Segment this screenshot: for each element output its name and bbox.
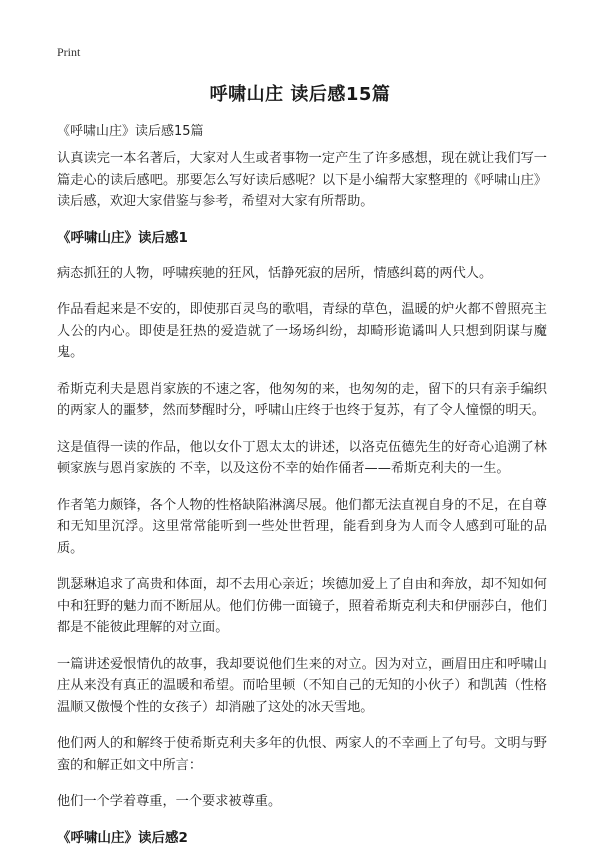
paragraph: 作品看起来是不安的，即使那百灵鸟的歌唱，青绿的草色，温暖的炉火都不曾照亮主人公的内心。即使是狂热的爱造就了一场场纠纷，却畸形诡谲叫人只想到阴谋与魔鬼。 xyxy=(57,302,547,360)
article-subtitle: 《呼啸山庄》读后感15篇 xyxy=(57,124,204,139)
section-heading-2: 《呼啸山庄》读后感2 xyxy=(57,829,188,846)
article-body xyxy=(57,148,547,863)
paragraph: 这是值得一读的作品，他以女仆丁恩太太的讲述，以洛克伍德先生的好奇心追溯了林顿家族与恩肖家族的 不幸，以及这份不幸的始作俑者——希斯克利夫的一生。 xyxy=(57,439,547,476)
section-heading-1: 《呼啸山庄》读后感1 xyxy=(57,229,188,246)
paragraph: 他们两人的和解终于使希斯克利夫多年的仇恨、两家人的不幸画上了句号。文明与野蛮的和解正如文中所言： xyxy=(57,736,547,773)
paragraph: 病态抓狂的人物，呼啸疾驰的狂风，恬静死寂的居所，情感纠葛的两代人。 xyxy=(57,265,493,281)
intro-paragraph: 认真读完一本名著后，大家对人生或者事物一定产生了许多感想，现在就让我们写一篇走心的读后感吧。那要怎么写好读后感呢？以下是小编帮大家整理的《呼啸山庄》读后感，欢迎大家借鉴与参考，希望对大家有所帮助。 xyxy=(57,151,547,209)
paragraph: 作者笔力颇锋，各个人物的性格缺陷淋漓尽展。他们都无法直视自身的不足，在自尊和无知里沉浮。这里常常能听到一些处世哲理，能看到身为人而令人感到可耻的品质。 xyxy=(57,497,547,556)
paragraph: 他们一个学着尊重，一个要求被尊重。 xyxy=(57,794,282,809)
page-title: 呼啸山庄 读后感15篇 xyxy=(209,84,391,105)
print-link[interactable]: Print xyxy=(57,45,81,59)
paragraph: 一篇讲述爱恨情仇的故事，我却要说他们生来的对立。因为对立，画眉田庄和呼啸山庄从来没有真正的温暖和希望。而哈里顿（不知自己的无知的小伙子）和凯茜（性格温顺又傲慢个性的女孩子）却消融了这处的冰天雪地。 xyxy=(57,656,547,715)
paragraph: 希斯克利夫是恩肖家族的不速之客，他匆匆的来，也匆匆的走，留下的只有亲手编织的两家人的噩梦，然而梦醒时分，呼啸山庄终于也终于复苏，有了令人憧憬的明天。 xyxy=(57,381,547,418)
paragraph: 凯瑟琳追求了高贵和体面，却不去用心亲近；埃德加爱上了自由和奔放，却不知如何中和狂野的魅力而不断屈从。他们仿佛一面镜子，照着希斯克利夫和伊丽莎白，他们都是不能彼此理解的对立面。 xyxy=(57,577,547,635)
